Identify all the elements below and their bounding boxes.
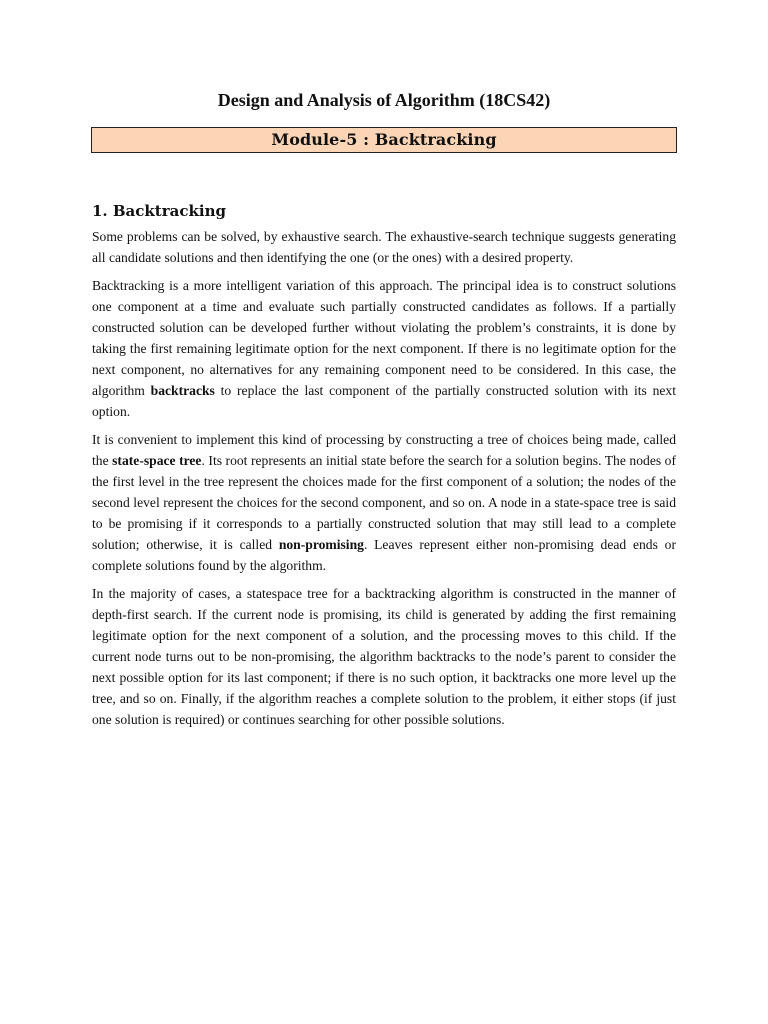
paragraph-backtracking-idea [92,275,676,422]
bold-term-backtracks: backtracks [150,383,215,398]
module-title: Module-5 : Backtracking [271,130,497,149]
paragraph-text: Backtracking is a more intelligent variation of this approach. The principal idea is to construct solutions one component at a time and evaluate such partially constructed candidates as follows. If a partially constructed solution can be developed further without violating the problem’s constraints, it is done by taking the first remaining legitimate option for the next component. If there is no legitimate option for the next component, no alternatives for any remaining component need to be considered. In this case, the algorithm [92,278,676,398]
paragraph-text: . Leaves represent either non-promising dead ends or complete solutions found by the algorithm. [92,537,676,573]
paragraph-text: to replace the last component of the partially constructed solution with its next option. [92,383,676,419]
paragraph-text: . Its root represents an initial state before the search for a solution begins. The nodes of the first level in the tree represent the choices made for the first component of a solution; the nodes of the second level represent the choices for the second component, and so on. A node in a state-space tree is said to be promising if it corresponds to a partially constructed solution that may still lead to a complete solution; otherwise, it is called [92,453,676,552]
bold-term-non-promising: non-promising [278,537,364,552]
bold-term-state-space-tree: state-space tree [112,453,202,468]
document-title: Design and Analysis of Algorithm (18CS42) [217,90,551,110]
module-banner [91,127,677,153]
paragraph-depth-first: In the majority of cases, a statespace tree for a backtracking algorithm is constructed in the manner of depth-first search. If the current node is promising, its child is generated by adding the first remaining legitimate option for the next component of a solution, and the processing moves to this child. If the current node turns out to be non-promising, the algorithm backtracks to the node’s parent to consider the next possible option for its last component; if there is no such option, it backtracks one more level up the tree, and so on. Finally, if the algorithm reaches a complete solution to the problem, it either stops (if just one solution is required) or continues searching for other possible solutions. [92,586,676,727]
body-text [92,226,676,737]
paragraph-exhaustive-search: Some problems can be solved, by exhaustive search. The exhaustive-search technique suggests generating all candidate solutions and then identifying the one (or the ones) with a desired property. [92,229,676,265]
paragraph-text: It is convenient to implement this kind of processing by constructing a tree of choices being made, called the [92,432,676,468]
paragraph-state-space-tree [92,429,676,576]
section-heading: 1. Backtracking [92,202,226,220]
